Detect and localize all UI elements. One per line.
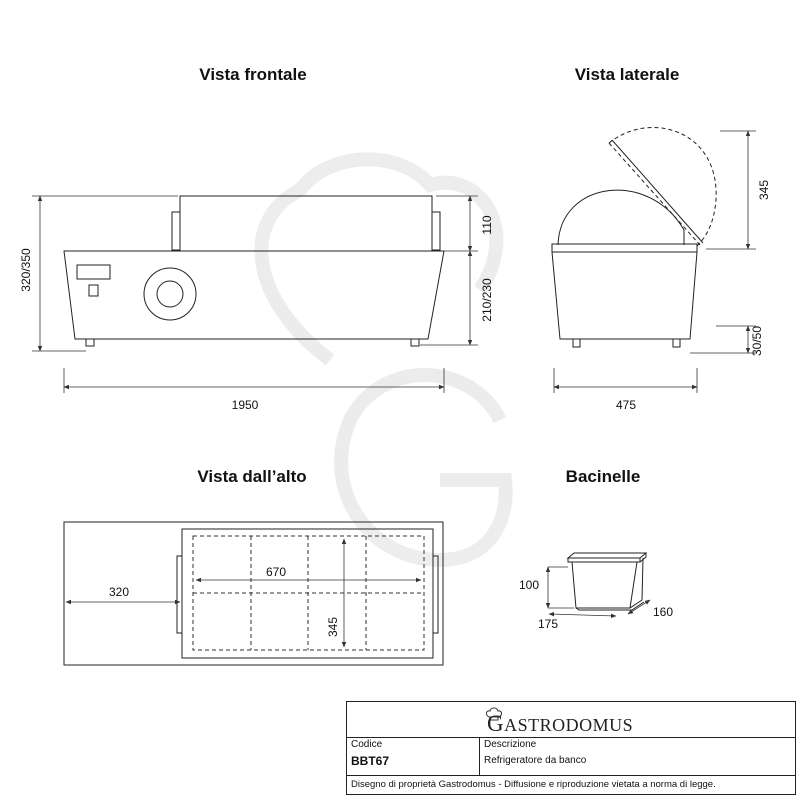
code-cell — [347, 738, 480, 775]
description-cell — [480, 738, 795, 775]
dim-top-pans-depth: 345 — [326, 616, 340, 638]
front-display — [77, 265, 110, 279]
title-block — [346, 701, 796, 795]
dim-top-left-width: 320 — [108, 585, 130, 599]
side-lid-open — [609, 127, 716, 246]
front-handle-left — [172, 212, 180, 250]
top-handle-left — [177, 556, 182, 633]
side-lid — [558, 190, 684, 245]
dim-front-width: 1950 — [231, 398, 259, 412]
copyright-notice: Disegno di proprietà Gastrodomus - Diffusione e riproduzione vietata a norma di legge. — [351, 779, 716, 790]
side-lid-base — [552, 244, 697, 252]
dim-pan-depth: 160 — [652, 605, 674, 619]
brand-cell — [347, 702, 795, 738]
front-view-title: Vista frontale — [199, 65, 307, 84]
dim-side-width: 475 — [615, 398, 637, 412]
dim-side-feet-height: 30/50 — [750, 325, 764, 357]
code-label: Codice — [351, 739, 383, 750]
front-body — [64, 251, 444, 339]
dim-side-lid-height: 345 — [757, 179, 771, 201]
front-handle-right — [432, 212, 440, 250]
pan-front — [572, 562, 637, 608]
front-fan-inner — [157, 281, 183, 307]
side-foot-left — [573, 339, 580, 347]
watermark-logo — [261, 159, 505, 560]
pan-rim — [568, 553, 646, 558]
top-view-title: Vista dall’alto — [197, 467, 307, 486]
dim-pan-width: 175 — [537, 617, 559, 631]
front-glass-top — [180, 196, 432, 251]
top-handle-right — [433, 556, 438, 633]
dim-pan-height: 100 — [518, 578, 540, 592]
side-view-title: Vista laterale — [574, 65, 680, 84]
description-value: Refrigeratore da banco — [484, 755, 587, 766]
side-view — [552, 127, 771, 412]
dim-front-top-height: 110 — [480, 215, 494, 235]
title-row — [347, 738, 795, 776]
dim-top-pans-width: 670 — [265, 565, 287, 579]
code-value: BBT67 — [351, 754, 390, 768]
front-foot-left — [86, 339, 94, 346]
front-switch — [89, 285, 98, 296]
description-label: Descrizione — [484, 739, 537, 750]
side-body — [552, 252, 697, 339]
side-foot-right — [673, 339, 680, 347]
pans-view-title: Bacinelle — [565, 467, 641, 486]
pans-view — [519, 553, 673, 631]
brand-name: GASTRODOMUS — [487, 711, 634, 736]
dim-front-body-height: 210/230 — [480, 278, 494, 322]
front-foot-right — [411, 339, 419, 346]
front-fan-outer — [144, 268, 196, 320]
dim-front-height: 320/350 — [19, 248, 33, 292]
